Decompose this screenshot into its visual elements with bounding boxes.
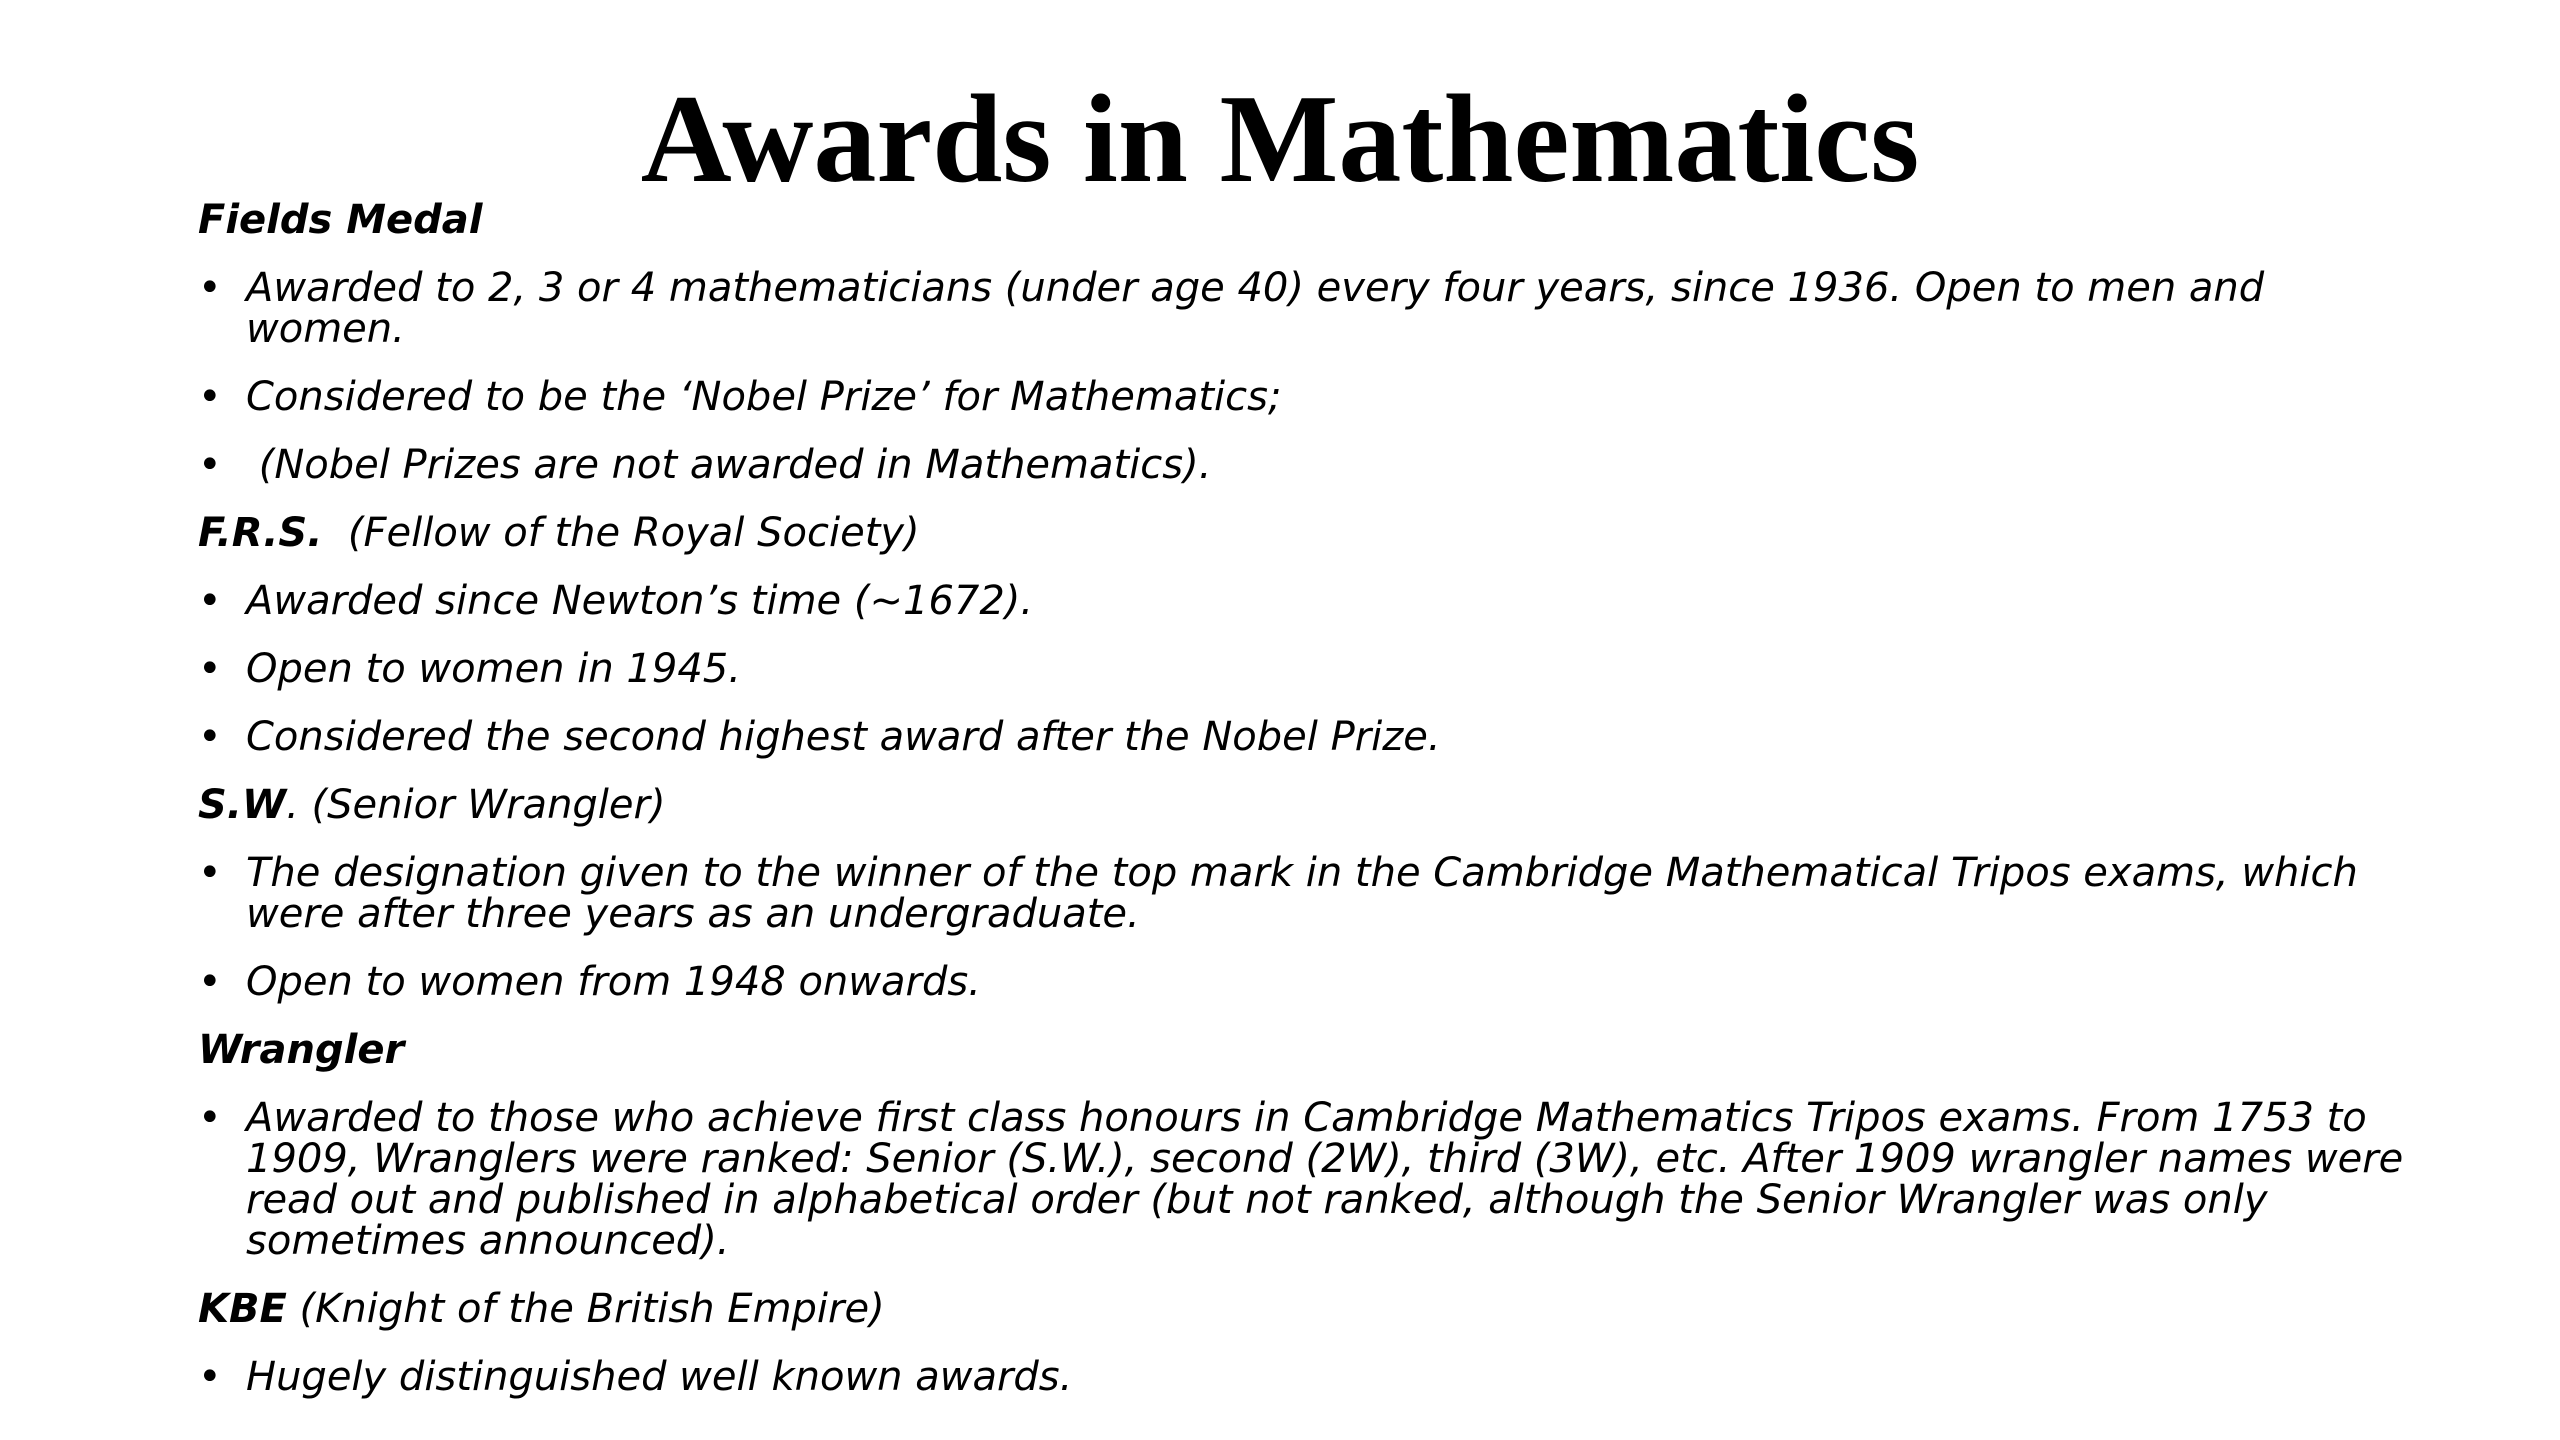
bullet-item — [198, 265, 2428, 352]
bullet-text: Hugely distinguished well known awards. — [246, 1354, 1073, 1400]
bullet-icon: • — [198, 850, 222, 896]
section-heading-frs — [198, 510, 2428, 556]
bullet-icon: • — [198, 578, 222, 624]
bullet-icon: • — [198, 374, 222, 420]
bullet-text: Open to women in 1945. — [246, 646, 741, 692]
bullet-icon: • — [198, 442, 222, 488]
bullet-text: The designation given to the winner of the top mark in the Cambridge Mathematical Tripos exams, which were after three years as an undergraduate. — [246, 850, 2358, 937]
section-heading-fields-medal — [198, 197, 2428, 243]
bullet-item — [198, 850, 2428, 937]
section-heading-rest: . (Senior Wrangler) — [286, 782, 666, 828]
bullet-item — [198, 374, 2428, 420]
bullet-icon: • — [198, 959, 222, 1005]
section-heading-bold: S.W — [198, 782, 287, 828]
slide-content — [198, 197, 2428, 1425]
section-heading-bold: Fields Medal — [198, 197, 483, 243]
bullet-icon: • — [198, 265, 222, 311]
section-heading-kbe — [198, 1286, 2428, 1332]
section-heading-bold: Wrangler — [198, 1027, 405, 1073]
bullet-item — [198, 1095, 2428, 1264]
bullet-text: Awarded since Newton’s time (~1672). — [246, 578, 1034, 624]
bullet-item — [198, 1354, 2428, 1400]
bullet-text: Considered to be the ‘Nobel Prize’ for Mathematics; — [246, 374, 1282, 420]
section-heading-bold: F.R.S. — [198, 510, 323, 556]
section-heading-wrangler — [198, 1027, 2428, 1073]
bullet-item — [198, 442, 2428, 488]
section-heading-senior-wrangler — [198, 782, 2428, 828]
bullet-item — [198, 646, 2428, 692]
bullet-icon: • — [198, 714, 222, 760]
section-heading-rest: (Fellow of the Royal Society) — [322, 510, 920, 556]
bullet-item — [198, 959, 2428, 1005]
bullet-text: Considered the second highest award after the Nobel Prize. — [246, 714, 1441, 760]
bullet-item — [198, 714, 2428, 760]
bullet-text: Awarded to 2, 3 or 4 mathematicians (under age 40) every four years, since 1936. Open to men and women. — [246, 265, 2265, 352]
bullet-text: Awarded to those who achieve first class honours in Cambridge Mathematics Tripos exams. From 1753 to 1909, Wranglers were ranked: Senior (S.W.), second (2W), third (3W), etc. After 1909 wrangler names were read out and published in alphabetical order (but not ranked, although the Senior Wrangler was only sometimes announced). — [246, 1095, 2404, 1264]
bullet-text: Open to women from 1948 onwards. — [246, 959, 981, 1005]
bullet-text: (Nobel Prizes are not awarded in Mathematics). — [246, 442, 1212, 488]
section-heading-rest: (Knight of the British Empire) — [286, 1286, 885, 1332]
bullet-icon: • — [198, 646, 222, 692]
bullet-icon: • — [198, 1095, 222, 1141]
bullet-icon: • — [198, 1354, 222, 1400]
slide-title: Awards in Mathematics — [640, 70, 1920, 209]
section-heading-bold: KBE — [198, 1286, 287, 1332]
bullet-item — [198, 578, 2428, 624]
